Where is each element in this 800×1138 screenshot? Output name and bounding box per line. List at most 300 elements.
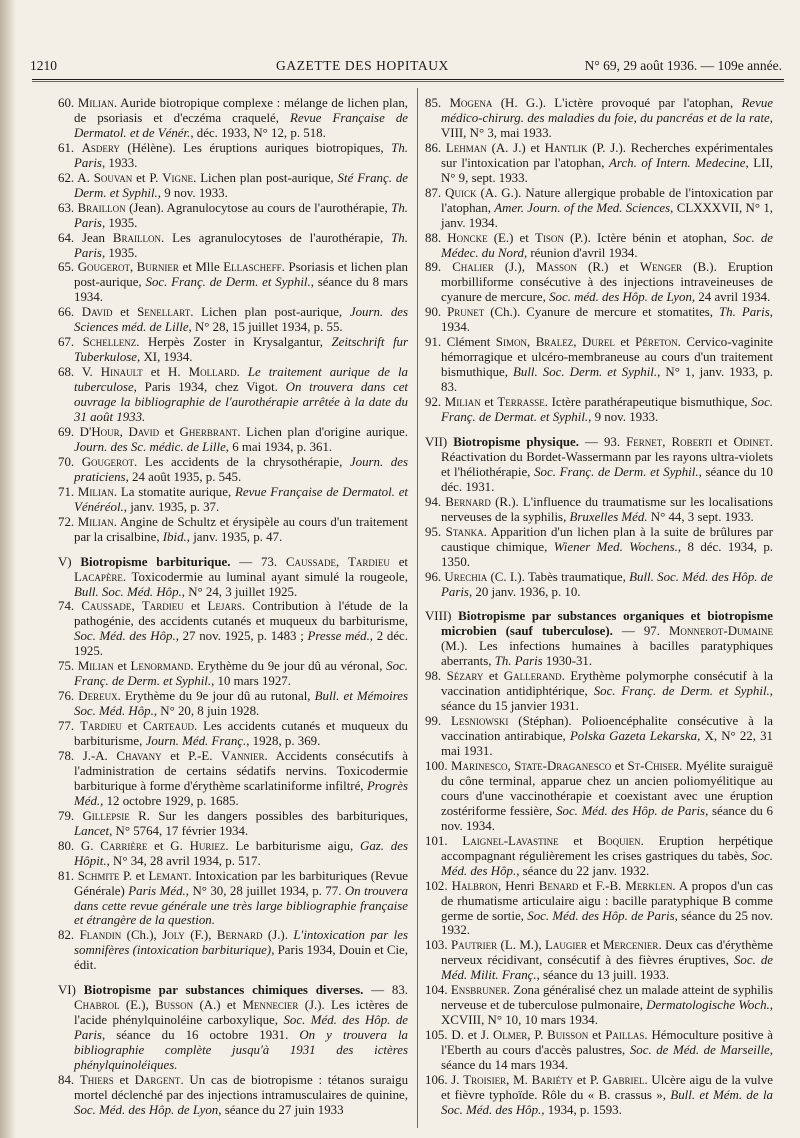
reference-entry xyxy=(58,455,408,485)
reference-entry xyxy=(58,485,408,515)
italic-text: Bull. Soc. Méd. des Hôp. de Paris xyxy=(441,569,773,599)
section-title: Biotropisme physique. xyxy=(453,434,579,449)
text-run: , séance du 6 nov. 1934. xyxy=(441,803,773,833)
author-name: Buisson xyxy=(547,1028,589,1043)
reference-entry xyxy=(425,669,773,714)
text-run: (E.) et xyxy=(487,230,535,245)
text-run: 98. xyxy=(425,669,447,684)
author-name: Gougerot xyxy=(77,260,130,275)
text-run: (A.) et xyxy=(193,998,243,1013)
author-name: Laugier xyxy=(544,938,587,953)
author-name: Tardieu xyxy=(348,554,390,569)
author-name: Senellart xyxy=(137,305,191,320)
text-run: , séance du 25 nov. 1932. xyxy=(441,908,773,938)
author-name: Braillon xyxy=(112,230,161,245)
text-run: et P. xyxy=(573,1073,603,1087)
text-run: . La stomatite aurique, xyxy=(113,484,235,499)
text-run: (J.), xyxy=(493,260,536,275)
text-run: 95. xyxy=(425,524,446,539)
reference-entry xyxy=(58,839,408,869)
text-run: . Lichen plan post-aurique, xyxy=(193,170,338,185)
text-run: (R.). L'influence du traumatisme sur les localisations nerveuses de la syphilis, xyxy=(441,494,773,524)
author-name: Wenger xyxy=(639,260,683,275)
text-run: . Apparition d'un lichen plan à la suite de brûlures par caustique chimique, xyxy=(441,524,773,554)
reference-entry xyxy=(58,260,408,305)
text-run: et xyxy=(159,424,180,439)
text-run: 67. xyxy=(58,335,83,350)
italic-text: Bull. et Mémoires Soc. Méd. Hôp. xyxy=(74,689,408,719)
text-run: 99. xyxy=(425,714,452,729)
author-name: Chabrol xyxy=(74,998,120,1013)
text-run: . Contribution à l'étude de la pathogénie, des accidents cutanés et muqueux du barbiturisme, xyxy=(74,599,408,629)
italic-text: Journ. des Sciences méd. de Lille xyxy=(74,305,409,335)
text-run: (P.). Ictère bénin et atophan, xyxy=(563,230,733,245)
text-run: (Ch.). Cyanure de mercure et stomatites, xyxy=(484,305,720,320)
text-run: (P. J.). Recherches expérimentales sur l'intoxication par l'atophan, xyxy=(441,140,773,170)
author-name: Honcke xyxy=(447,230,488,245)
text-run: , 24 avril 1934. xyxy=(691,290,771,305)
italic-text: Soc. Méd. des Hôp. de Lyon xyxy=(74,1102,219,1117)
italic-text: Soc. Méd. des Hôp. xyxy=(441,848,773,878)
text-run: , 10 mars 1927. xyxy=(211,674,291,689)
author-name: Bernard xyxy=(445,494,491,509)
text-run: 85. xyxy=(425,96,450,110)
author-name: Milian xyxy=(77,659,114,674)
author-name: Stanka xyxy=(445,524,484,539)
reference-entry xyxy=(58,719,408,749)
text-run: . Psoriasis et lichen plan post-aurique, xyxy=(74,260,408,290)
italic-text: Th. Paris xyxy=(74,140,408,170)
author-name: Milian xyxy=(77,514,114,529)
author-name: Pautrier xyxy=(450,938,498,953)
text-run: — 97. xyxy=(612,624,669,639)
text-run: (B.). Eruption morbilliforme consécutive à des injections intraveineuses de cyanure de mercure, xyxy=(441,260,773,305)
italic-text: Soc. Méd. des Hôp. de Paris xyxy=(74,1013,408,1043)
text-run: , M. xyxy=(506,1073,532,1087)
italic-text: Bull. Soc. Derm. et Syphil. xyxy=(513,365,658,380)
author-name: Durel xyxy=(582,335,615,350)
reference-entry xyxy=(58,1073,408,1118)
text-run: . Lichen plan d'origine aurique. xyxy=(237,424,409,439)
reference-entry xyxy=(425,96,773,141)
reference-entry xyxy=(58,928,408,973)
text-run: N° 44, 3 sept. 1933. xyxy=(647,509,754,524)
italic-text: Soc. de Médec. du Nord xyxy=(441,230,773,260)
author-name: Gabriel xyxy=(602,1073,645,1087)
text-run: 63. xyxy=(58,200,78,215)
author-name: Lehman xyxy=(445,140,487,155)
author-name: Hantlik xyxy=(544,140,588,155)
text-run: et xyxy=(588,1028,606,1043)
text-run: . Cervico-vaginite hémorragique et ulcéro-membraneuse au cours d'un traitement bismuthique, xyxy=(441,335,774,380)
author-name: Fernet xyxy=(626,434,663,449)
author-name: Monnerot-Dumaine xyxy=(668,624,774,639)
text-run: . Zona généralisé chez un malade atteint de syphilis nerveuse et de tuberculose pulmonaire, xyxy=(441,983,774,1013)
text-run: , X, N° 22, 31 mai 1931. xyxy=(441,729,773,759)
text-run: , N° 20, 8 juin 1928. xyxy=(153,704,260,719)
author-name: Flandin xyxy=(79,928,122,943)
author-name: Mercenier xyxy=(602,938,659,953)
italic-text: Sté Franç. de Derm. et Syphil. xyxy=(74,170,408,200)
text-run: 100. xyxy=(425,758,452,773)
text-run: R. Sur les dangers possibles des barbituriques, xyxy=(129,808,409,823)
italic-text: Soc. Franç. de Derm. et Syphil. xyxy=(145,275,311,290)
text-run: (J.). xyxy=(262,928,294,943)
reference-entry xyxy=(425,938,773,983)
reference-entry xyxy=(58,749,408,809)
italic-text: Journ. des praticiens xyxy=(74,454,408,484)
italic-text: Revue médico-chirurg. des maladies du foie, du pancréas et de la rate xyxy=(441,96,773,125)
text-run: , réunion d'avril 1934. xyxy=(523,245,638,260)
text-run: , XCVIII, N° 10, 10 mars 1934. xyxy=(441,998,773,1028)
italic-text: Bull. et Mém. de la Soc. Méd. des Hôp. xyxy=(441,1087,773,1117)
author-name: Burnier xyxy=(136,260,179,275)
text-run: , VIII, N° 3, mai 1933. xyxy=(441,110,773,140)
text-run: 81. xyxy=(58,868,78,883)
author-name: Sézary xyxy=(446,669,484,684)
text-run: , Henri xyxy=(497,878,539,893)
text-run: et P. xyxy=(132,170,163,185)
text-run: et xyxy=(113,659,131,674)
text-run: . Auride biotropique complexe : mélange de lichen plan, de psoriasis et d'eczéma craquelé, xyxy=(74,96,409,125)
author-name: Huriez xyxy=(189,838,226,853)
text-run: 60. xyxy=(58,96,78,110)
reference-entry xyxy=(58,201,408,231)
author-name: Odinet xyxy=(733,434,770,449)
right-column xyxy=(425,96,773,1118)
section-heading-entry xyxy=(425,609,773,669)
text-run: — 93. xyxy=(579,434,627,449)
section-heading-entry xyxy=(58,983,408,1073)
text-run: , séance du 10 déc. 1931. xyxy=(441,464,773,494)
section-title: Biotropisme barbiturique. xyxy=(80,554,231,569)
author-name: Troisier xyxy=(463,1073,507,1087)
text-run: 62. A. xyxy=(58,170,94,185)
text-run: , P. xyxy=(527,1028,548,1043)
author-name: Bariéty xyxy=(531,1073,574,1087)
reference-entry xyxy=(425,305,773,335)
text-run: , janv. 1935, p. 47. xyxy=(186,529,283,544)
text-run: . A propos d'un cas de rhumatisme articulaire aigu : bacille paratyphique B comme germe de sortie, xyxy=(441,878,773,923)
issue-info: N° 69, 29 août 1936. — 109e année. xyxy=(584,58,782,73)
reference-entry xyxy=(58,365,408,425)
text-run: 64. Jean xyxy=(58,230,113,245)
text-run: 79. xyxy=(58,808,83,823)
reference-entry xyxy=(58,515,408,545)
reference-entry xyxy=(425,495,773,525)
author-name: Masson xyxy=(536,260,577,275)
reference-entry xyxy=(425,395,773,425)
author-name: Simon xyxy=(495,335,527,350)
text-run: 76. xyxy=(58,689,79,704)
text-run: , N° 5764, 17 février 1934. xyxy=(109,823,249,838)
italic-text: Th. Paris xyxy=(74,230,408,260)
reference-entry xyxy=(425,525,773,570)
text-run: . Toxicodermie au luminal ayant simulé la rougeole, xyxy=(122,569,408,584)
text-run: , xyxy=(336,554,349,569)
text-run: , xyxy=(507,758,515,773)
italic-text: Presse méd. xyxy=(307,629,370,644)
text-run: . Deux cas d'érythème nerveux récidivant, consécutif à des fièvres éruptives, xyxy=(441,938,773,968)
text-run: 106. J. xyxy=(425,1073,464,1087)
author-name: Boquien xyxy=(597,833,641,848)
text-run: . Un cas de biotropisme : tétanos suraigu mortel déclenché par des injections intramusculaires de quinine, xyxy=(74,1073,409,1102)
reference-entry xyxy=(425,714,773,759)
text-run: , 1935. xyxy=(101,215,138,230)
text-run: , 1934, p. 1593. xyxy=(541,1102,622,1117)
author-name: Carrière xyxy=(100,838,148,853)
author-name: Lesniowski xyxy=(451,714,509,729)
italic-text: Journ. Méd. Franç. xyxy=(145,734,247,749)
italic-text: Wiener Med. Wochens. xyxy=(553,539,678,554)
text-run: 104. xyxy=(425,983,451,998)
author-name: Péreton xyxy=(635,335,678,350)
text-run: . Erythème du 9e jour dû au rutonal, xyxy=(117,689,315,704)
italic-text: Paris Méd. xyxy=(128,883,186,898)
text-run: , janv. 1935, p. 37. xyxy=(123,499,220,514)
text-run: 77. xyxy=(58,719,81,734)
reference-entry xyxy=(425,1028,773,1073)
reference-entry xyxy=(58,869,408,929)
text-run: et xyxy=(183,599,208,614)
header-rule-thin xyxy=(32,81,784,82)
text-run: 101. xyxy=(425,833,463,848)
text-run: , 9 nov. 1933. xyxy=(157,185,228,200)
text-run: 75. xyxy=(58,659,78,674)
author-name: Asdery xyxy=(81,140,120,155)
text-run: , séance du 14 mars 1934. xyxy=(441,1043,773,1073)
text-run: — 83. xyxy=(363,983,409,998)
italic-text: On trouvera dans cet ouvrage la bibliographie de l'aurothérapie arrêtée à la date du 31 août 1933. xyxy=(74,380,408,425)
text-run: P. et xyxy=(119,868,149,883)
reference-entry xyxy=(58,171,408,201)
author-name: Ensbruner xyxy=(450,983,507,998)
reference-entry xyxy=(425,260,773,305)
text-run: (A. G.). Nature allergique probable de l'intoxication par l'atophan, xyxy=(441,185,774,215)
author-name: Joly xyxy=(162,928,185,943)
italic-text: Th. Paris xyxy=(719,305,770,320)
text-run: , déc. 1933, N° 12, p. 518. xyxy=(190,125,326,140)
italic-text: Soc. méd. des Hôp. de Lyon xyxy=(549,290,692,305)
author-name: Dereux xyxy=(78,689,118,704)
text-run: . Les agranulocytoses de l'aurothérapie, xyxy=(160,230,392,245)
text-run: , 1933. xyxy=(101,155,138,170)
author-name: Carteaud xyxy=(142,719,195,734)
author-name: Lejars xyxy=(207,599,242,614)
author-name: Mennecier xyxy=(242,998,299,1013)
text-run: et xyxy=(558,833,598,848)
italic-text: Soc. Franç. de Derm. et Syphil. xyxy=(534,464,699,479)
text-run: . Erythème polymorphe consécutif à la vaccination antidiphtérique, xyxy=(441,669,773,699)
text-run: 1930-31. xyxy=(542,654,593,669)
author-name: Marinesco xyxy=(451,758,508,773)
text-run: et xyxy=(389,554,409,569)
author-name: Ellascheff xyxy=(223,260,282,275)
text-run: VII) xyxy=(425,434,454,449)
reference-entry xyxy=(58,599,408,659)
reference-entry xyxy=(425,231,773,261)
italic-text: Arch. of Intern. Medecine xyxy=(609,155,746,170)
text-run: 61. xyxy=(58,140,82,155)
text-run: 86. xyxy=(425,140,446,155)
text-run: (F.), xyxy=(184,928,217,943)
author-name: Schmite xyxy=(77,868,120,883)
text-run: 66. xyxy=(58,305,82,320)
text-run: . Myélite suraiguë du cône terminal, apparue chez un ancien poliomyélitique au cours d'une vaccinothérapie et coexistant avec une éruption zostériforme fessière, xyxy=(441,758,774,818)
reference-entry xyxy=(58,96,408,141)
text-run: (Hélène). Les éruptions auriques biotropiques, xyxy=(119,140,392,155)
author-name: Bralez xyxy=(535,335,574,350)
text-run: . Angine de Schultz et érysipèle au cours d'un traitement par la crisalbine, xyxy=(74,514,408,544)
journal-title: GAZETTE DES HOPITAUX xyxy=(276,58,449,73)
text-run: , N° 34, 28 avril 1934, p. 517. xyxy=(106,853,261,868)
author-name: Tardieu xyxy=(141,599,184,614)
text-run: et G. xyxy=(147,838,190,853)
section-title: Biotropisme par substances organiques et biotropisme microbien (sauf tuberculose). xyxy=(441,609,773,639)
text-run: (C. I.). Tabès traumatique, xyxy=(487,569,630,584)
reference-entry xyxy=(58,809,408,839)
text-run: , 8 déc. 1934, p. 1350. xyxy=(441,539,773,569)
text-run: (Stéphan). Polioencéphalite consécutive à la vaccination antirabique, xyxy=(441,714,773,744)
text-run: 69. D' xyxy=(58,424,92,439)
text-run: (L. M.), xyxy=(497,938,545,953)
left-column xyxy=(58,96,408,1118)
text-run: , séance du 16 octobre 1931. xyxy=(101,1028,300,1043)
text-run: . Les accidents de la chrysothérapie, xyxy=(134,454,350,469)
text-run: . xyxy=(236,365,248,380)
italic-text: Ibid. xyxy=(162,529,187,544)
text-run: , N° 28, 15 juillet 1934, p. 55. xyxy=(188,320,343,335)
author-name: Roberti xyxy=(671,434,713,449)
italic-text: Bull. Soc. Méd. Hôp. xyxy=(74,584,182,599)
italic-text: On trouvera dans cette revue générale une très large bibliographie française et étrangère de la question. xyxy=(74,883,408,928)
text-run: , 1928, p. 369. xyxy=(246,734,321,749)
text-run: . Eruption herpétique accompagnant régulièrement les crises gastriques du tabès, xyxy=(441,833,773,863)
author-name: Lemant xyxy=(148,868,189,883)
text-run: et xyxy=(614,335,636,350)
author-name: Busson xyxy=(155,998,194,1013)
reference-entry xyxy=(58,659,408,689)
text-run: et xyxy=(112,305,138,320)
text-run: , XI, 1934. xyxy=(137,350,193,365)
italic-text: Amer. Journ. of the Med. Sciences xyxy=(494,200,671,215)
text-run: (A. J.) et xyxy=(486,140,545,155)
italic-text: Dermatologische Woch. xyxy=(646,998,770,1013)
text-run: 80. G. xyxy=(58,838,101,853)
text-run: et xyxy=(586,938,603,953)
reference-entry xyxy=(58,305,408,335)
author-name: Mollard xyxy=(188,365,237,380)
italic-text: Revue Française de Dermatol. et Vénéréol. xyxy=(74,484,408,514)
reference-entry xyxy=(425,335,773,395)
text-run: et P.-E. xyxy=(161,748,222,763)
author-name: Laignel-Lavastine xyxy=(462,833,559,848)
text-run: 72. xyxy=(58,514,78,529)
reference-entry xyxy=(425,570,773,600)
text-run: 105. D. et J. xyxy=(425,1028,493,1043)
text-run: 91. Clément xyxy=(425,335,496,350)
reference-entry xyxy=(58,141,408,171)
text-run: , N° 1, janv. 1933, p. 83. xyxy=(441,365,773,395)
text-run: et xyxy=(483,669,504,684)
text-run: , séance du 27 juin 1933 xyxy=(218,1102,344,1117)
scanned-binding-edge xyxy=(0,0,16,1138)
text-run: et F.-B. xyxy=(578,878,626,893)
text-run: et xyxy=(113,1073,135,1087)
text-run: . Accidents consécutifs à l'administration de certains sédatifs nervins. Toxicodermie barbiturique à forme d'érythème scarlatiniforme infiltré, xyxy=(74,748,409,793)
text-run: 102. xyxy=(425,878,452,893)
text-run: , Paris 1934, Douin et Cie, édit. xyxy=(74,943,409,973)
italic-text: Soc. de Méd. de Marseille xyxy=(629,1043,770,1058)
reference-entry xyxy=(425,141,773,186)
text-run: , xyxy=(130,260,137,275)
text-run: V) xyxy=(58,554,81,569)
text-run: , CLXXXVII, N° 1, janv. 1934. xyxy=(441,200,774,230)
italic-text: Lancet xyxy=(74,823,110,838)
text-run: 96. xyxy=(425,569,445,584)
reference-entry xyxy=(425,834,773,879)
text-run: et xyxy=(480,395,498,410)
italic-text: L'intoxication par les somnifères (intoxication barbiturique) xyxy=(74,928,408,958)
text-run: et H. xyxy=(142,365,189,380)
author-name: Vannier xyxy=(221,748,265,763)
author-name: Milian xyxy=(77,96,114,110)
text-run: 89. xyxy=(425,260,453,275)
reference-entry xyxy=(425,879,773,939)
author-name: Braillon xyxy=(77,200,126,215)
text-run: , séance du 15 janvier 1931. xyxy=(441,684,773,714)
author-name: Gougerot xyxy=(81,454,135,469)
text-run: et xyxy=(712,434,734,449)
author-name: Hour xyxy=(91,424,120,439)
text-run: (Ch.), xyxy=(121,928,163,943)
author-name: St-Chiser xyxy=(627,758,680,773)
text-run: , 1935. xyxy=(101,245,138,260)
author-name: Quick xyxy=(445,185,477,200)
author-name: Hinault xyxy=(100,365,143,380)
text-run: et xyxy=(121,719,143,734)
author-name: Vigne xyxy=(162,170,194,185)
reference-entry xyxy=(425,983,773,1028)
text-run: 88. xyxy=(425,230,448,245)
text-run: 65. xyxy=(58,260,78,275)
italic-text: Journ. des Sc. médic. de Lille xyxy=(74,439,226,454)
text-run: 74. xyxy=(58,599,82,614)
italic-text: Th. Paris xyxy=(494,654,543,669)
text-run: , xyxy=(573,335,583,350)
author-name: Tison xyxy=(535,230,564,245)
author-name: David xyxy=(128,424,160,439)
italic-text: Zeitschrift fur Tuberkulose xyxy=(74,335,408,365)
text-run: 94. xyxy=(425,494,446,509)
text-run: . Hémoculture positive à l'Eberth au cours d'accès palustres, xyxy=(441,1028,773,1058)
text-run: 78. J.-A. xyxy=(58,748,117,763)
text-run: 90. xyxy=(425,305,448,320)
running-header xyxy=(30,54,786,78)
author-name: Milian xyxy=(444,395,481,410)
reference-entry xyxy=(58,231,408,261)
italic-text: Revue Française de Dermatol. et de Vénér. xyxy=(74,110,408,140)
text-run: 87. xyxy=(425,185,446,200)
author-name: Schellenz xyxy=(82,335,137,350)
text-run: 70. xyxy=(58,454,82,469)
italic-text: Gaz. des Hôpit. xyxy=(74,838,408,868)
author-name: Terrasse xyxy=(497,395,545,410)
text-run: , 6 mai 1934, p. 361. xyxy=(225,439,333,454)
author-name: Milian xyxy=(77,484,114,499)
author-name: Tardieu xyxy=(80,719,122,734)
text-run: VIII) xyxy=(425,609,459,624)
